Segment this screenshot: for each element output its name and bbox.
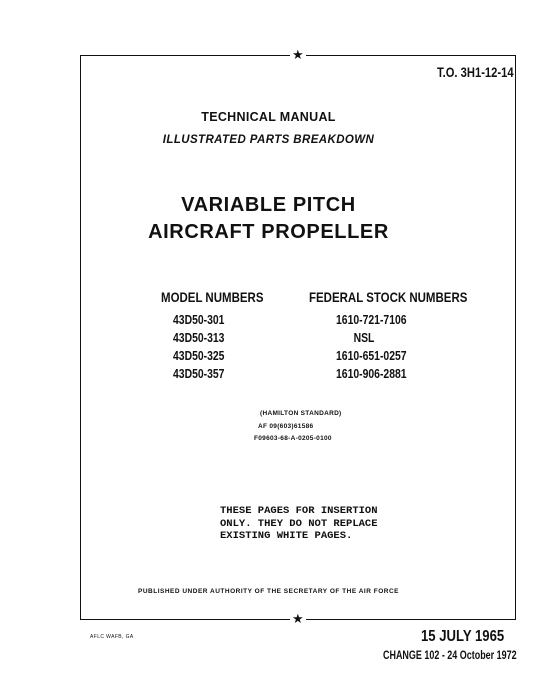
notice-line: ONLY. THEY DO NOT REPLACE [220, 517, 378, 530]
publication-date: 15 JULY 1965 [421, 628, 505, 645]
to-number: T.O. 3H1-12-14 [437, 64, 514, 80]
model-number: 43D50-357 [173, 366, 225, 381]
star-bottom-icon: ★ [292, 612, 304, 627]
notice-line: EXISTING WHITE PAGES. [220, 530, 353, 542]
contract-number-2: F09603-68-A-0205-0100 [254, 435, 332, 442]
change-notice: CHANGE 102 - 24 October 1972 [383, 650, 517, 662]
frame-top-right [306, 55, 516, 56]
authority-statement: PUBLISHED UNDER AUTHORITY OF THE SECRETARY OF THE AIR FORCE [138, 588, 399, 595]
stock-number: 1610-651-0257 [336, 348, 407, 363]
stock-numbers-list [336, 311, 424, 383]
contract-number: AF 09(603)61586 [258, 423, 314, 430]
stock-number: 1610-721-7106 [336, 312, 407, 327]
frame-top-left [80, 55, 290, 56]
model-numbers-list [173, 311, 237, 383]
model-number: 43D50-301 [173, 312, 225, 327]
printer-mark: AFLC WAFB, GA [90, 634, 134, 640]
manual-subtitle: ILLUSTRATED PARTS BREAKDOWN [162, 134, 375, 146]
stock-number: NSL [353, 330, 375, 345]
main-title-line1: VARIABLE PITCH [181, 194, 356, 216]
stock-number: 1610-906-2881 [336, 366, 407, 381]
frame-bottom-left [80, 619, 290, 620]
model-number: 43D50-325 [173, 348, 225, 363]
star-top-icon: ★ [292, 48, 304, 63]
manual-type: TECHNICAL MANUAL [201, 110, 336, 124]
insertion-notice [220, 505, 378, 543]
frame-bottom-right [306, 619, 516, 620]
manufacturer-name: (HAMILTON STANDARD) [260, 410, 342, 417]
stock-numbers-header: FEDERAL STOCK NUMBERS [309, 289, 468, 305]
model-numbers-header: MODEL NUMBERS [161, 289, 264, 305]
main-title-line2: AIRCRAFT PROPELLER [148, 221, 389, 243]
notice-line: THESE PAGES FOR INSERTION [220, 505, 378, 517]
model-number: 43D50-313 [173, 330, 225, 345]
